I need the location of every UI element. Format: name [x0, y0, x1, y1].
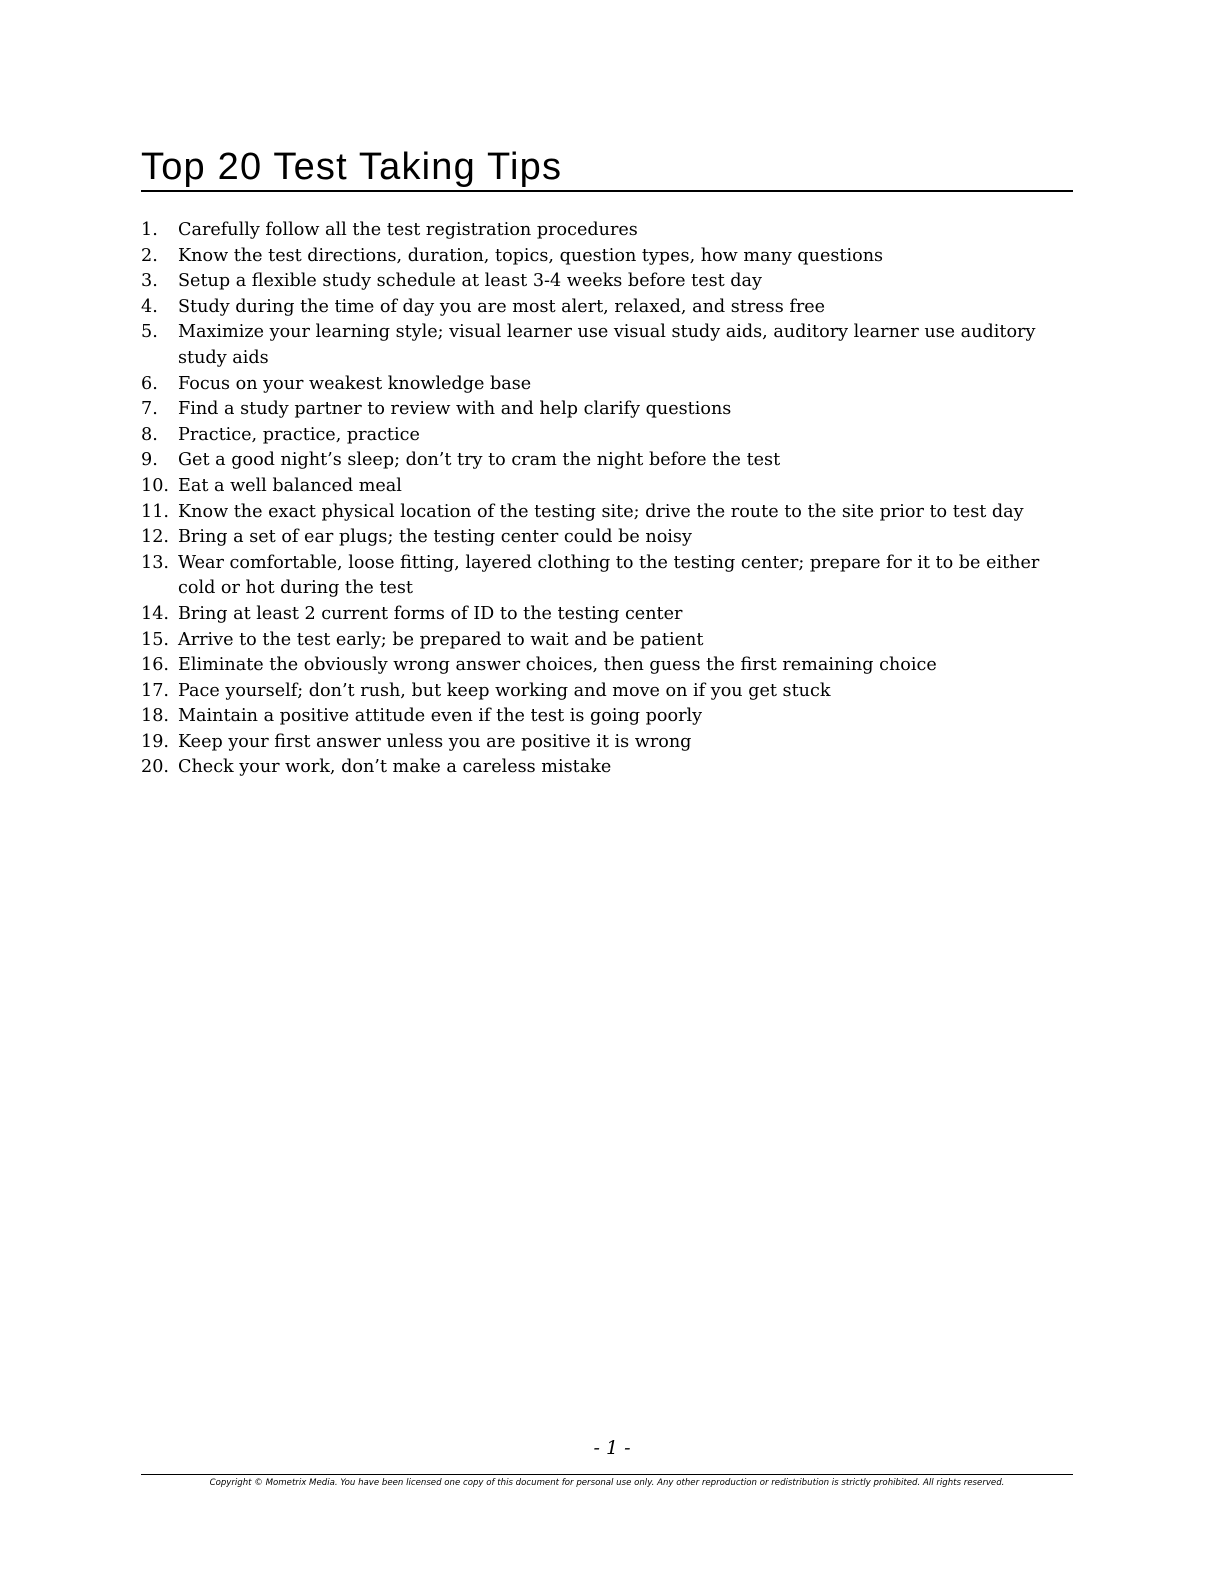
- tip-text: Carefully follow all the test registration procedures: [178, 220, 638, 240]
- tip-number: 13.: [141, 552, 169, 573]
- copyright-notice: Copyright © Mometrix Media. You have been licensed one copy of this document for personal use only. Any other reproduction or redistribution is strictly prohibited. All rights reserved.: [209, 1478, 1005, 1488]
- tip-number: 1.: [141, 220, 158, 240]
- tip-item: [141, 679, 1073, 705]
- tip-item: [141, 448, 1073, 474]
- tip-text: Wear comfortable, loose fitting, layered clothing to the testing center; prepare for it to be either cold or hot during the test: [178, 552, 1040, 599]
- tip-number: 9.: [141, 450, 158, 471]
- tip-item: [141, 423, 1073, 449]
- tip-text: Eliminate the obviously wrong answer choices, then guess the first remaining choice: [178, 655, 937, 676]
- footer-rule: [141, 1474, 1073, 1475]
- tip-item: [141, 320, 1073, 371]
- title-underline: [141, 190, 1073, 192]
- tip-item: [141, 704, 1073, 730]
- tip-item: [141, 500, 1073, 526]
- tip-text: Focus on your weakest knowledge base: [178, 373, 532, 394]
- tip-text: Maximize your learning style; visual learner use visual study aids, auditory learner use auditory study aids: [178, 322, 1036, 368]
- tip-item: [141, 730, 1073, 756]
- tip-text: Bring at least 2 current forms of ID to the testing center: [178, 603, 683, 624]
- tip-text: Pace yourself; don’t rush, but keep working and move on if you get stuck: [178, 680, 831, 701]
- tip-number: 15.: [141, 629, 169, 650]
- tip-text: Get a good night’s sleep; don’t try to cram the night before the test: [178, 450, 781, 471]
- page-number: - 1 -: [593, 1437, 631, 1459]
- tip-item: [141, 755, 1073, 781]
- tip-item: [141, 653, 1073, 679]
- tip-item: [141, 551, 1073, 602]
- tip-number: 7.: [141, 399, 158, 420]
- tip-text: Setup a flexible study schedule at least 3-4 weeks before test day: [178, 271, 762, 292]
- tip-text: Keep your first answer unless you are positive it is wrong: [178, 731, 692, 752]
- tip-item: [141, 372, 1073, 398]
- tip-text: Know the test directions, duration, topics, question types, how many questions: [178, 245, 884, 266]
- tip-number: 18.: [141, 706, 169, 727]
- tip-item: [141, 397, 1073, 423]
- tip-number: 2.: [141, 245, 158, 266]
- tip-number: 5.: [141, 322, 158, 343]
- page-title: Top 20 Test Taking Tips: [141, 146, 563, 188]
- tip-item: [141, 602, 1073, 628]
- tip-number: 12.: [141, 527, 169, 548]
- tip-number: 3.: [141, 271, 158, 292]
- tip-number: 4.: [141, 296, 158, 317]
- tip-text: Practice, practice, practice: [178, 424, 420, 445]
- tip-text: Check your work, don’t make a careless mistake: [178, 757, 612, 778]
- tip-item: [141, 218, 1073, 244]
- tip-text: Know the exact physical location of the testing site; drive the route to the site prior to test day: [178, 501, 1024, 522]
- tip-number: 19.: [141, 731, 169, 752]
- tip-item: [141, 295, 1073, 321]
- tip-number: 11.: [141, 501, 169, 522]
- tip-item: [141, 474, 1073, 500]
- tip-item: [141, 244, 1073, 270]
- tip-number: 8.: [141, 424, 158, 445]
- tip-number: 6.: [141, 373, 158, 394]
- tip-number: 14.: [141, 603, 169, 624]
- tip-number: 10.: [141, 475, 169, 496]
- tip-item: [141, 269, 1073, 295]
- tip-text: Bring a set of ear plugs; the testing center could be noisy: [178, 527, 692, 548]
- tip-text: Find a study partner to review with and help clarify questions: [178, 399, 732, 420]
- tip-text: Arrive to the test early; be prepared to wait and be patient: [178, 629, 704, 650]
- tip-text: Eat a well balanced meal: [178, 475, 402, 496]
- tip-item: [141, 525, 1073, 551]
- tip-number: 16.: [141, 655, 169, 676]
- tip-text: Maintain a positive attitude even if the test is going poorly: [178, 706, 703, 727]
- tip-number: 20.: [141, 757, 169, 778]
- tip-text: Study during the time of day you are most alert, relaxed, and stress free: [178, 296, 826, 317]
- tips-list: [141, 218, 1073, 781]
- tip-item: [141, 628, 1073, 654]
- tip-number: 17.: [141, 680, 169, 701]
